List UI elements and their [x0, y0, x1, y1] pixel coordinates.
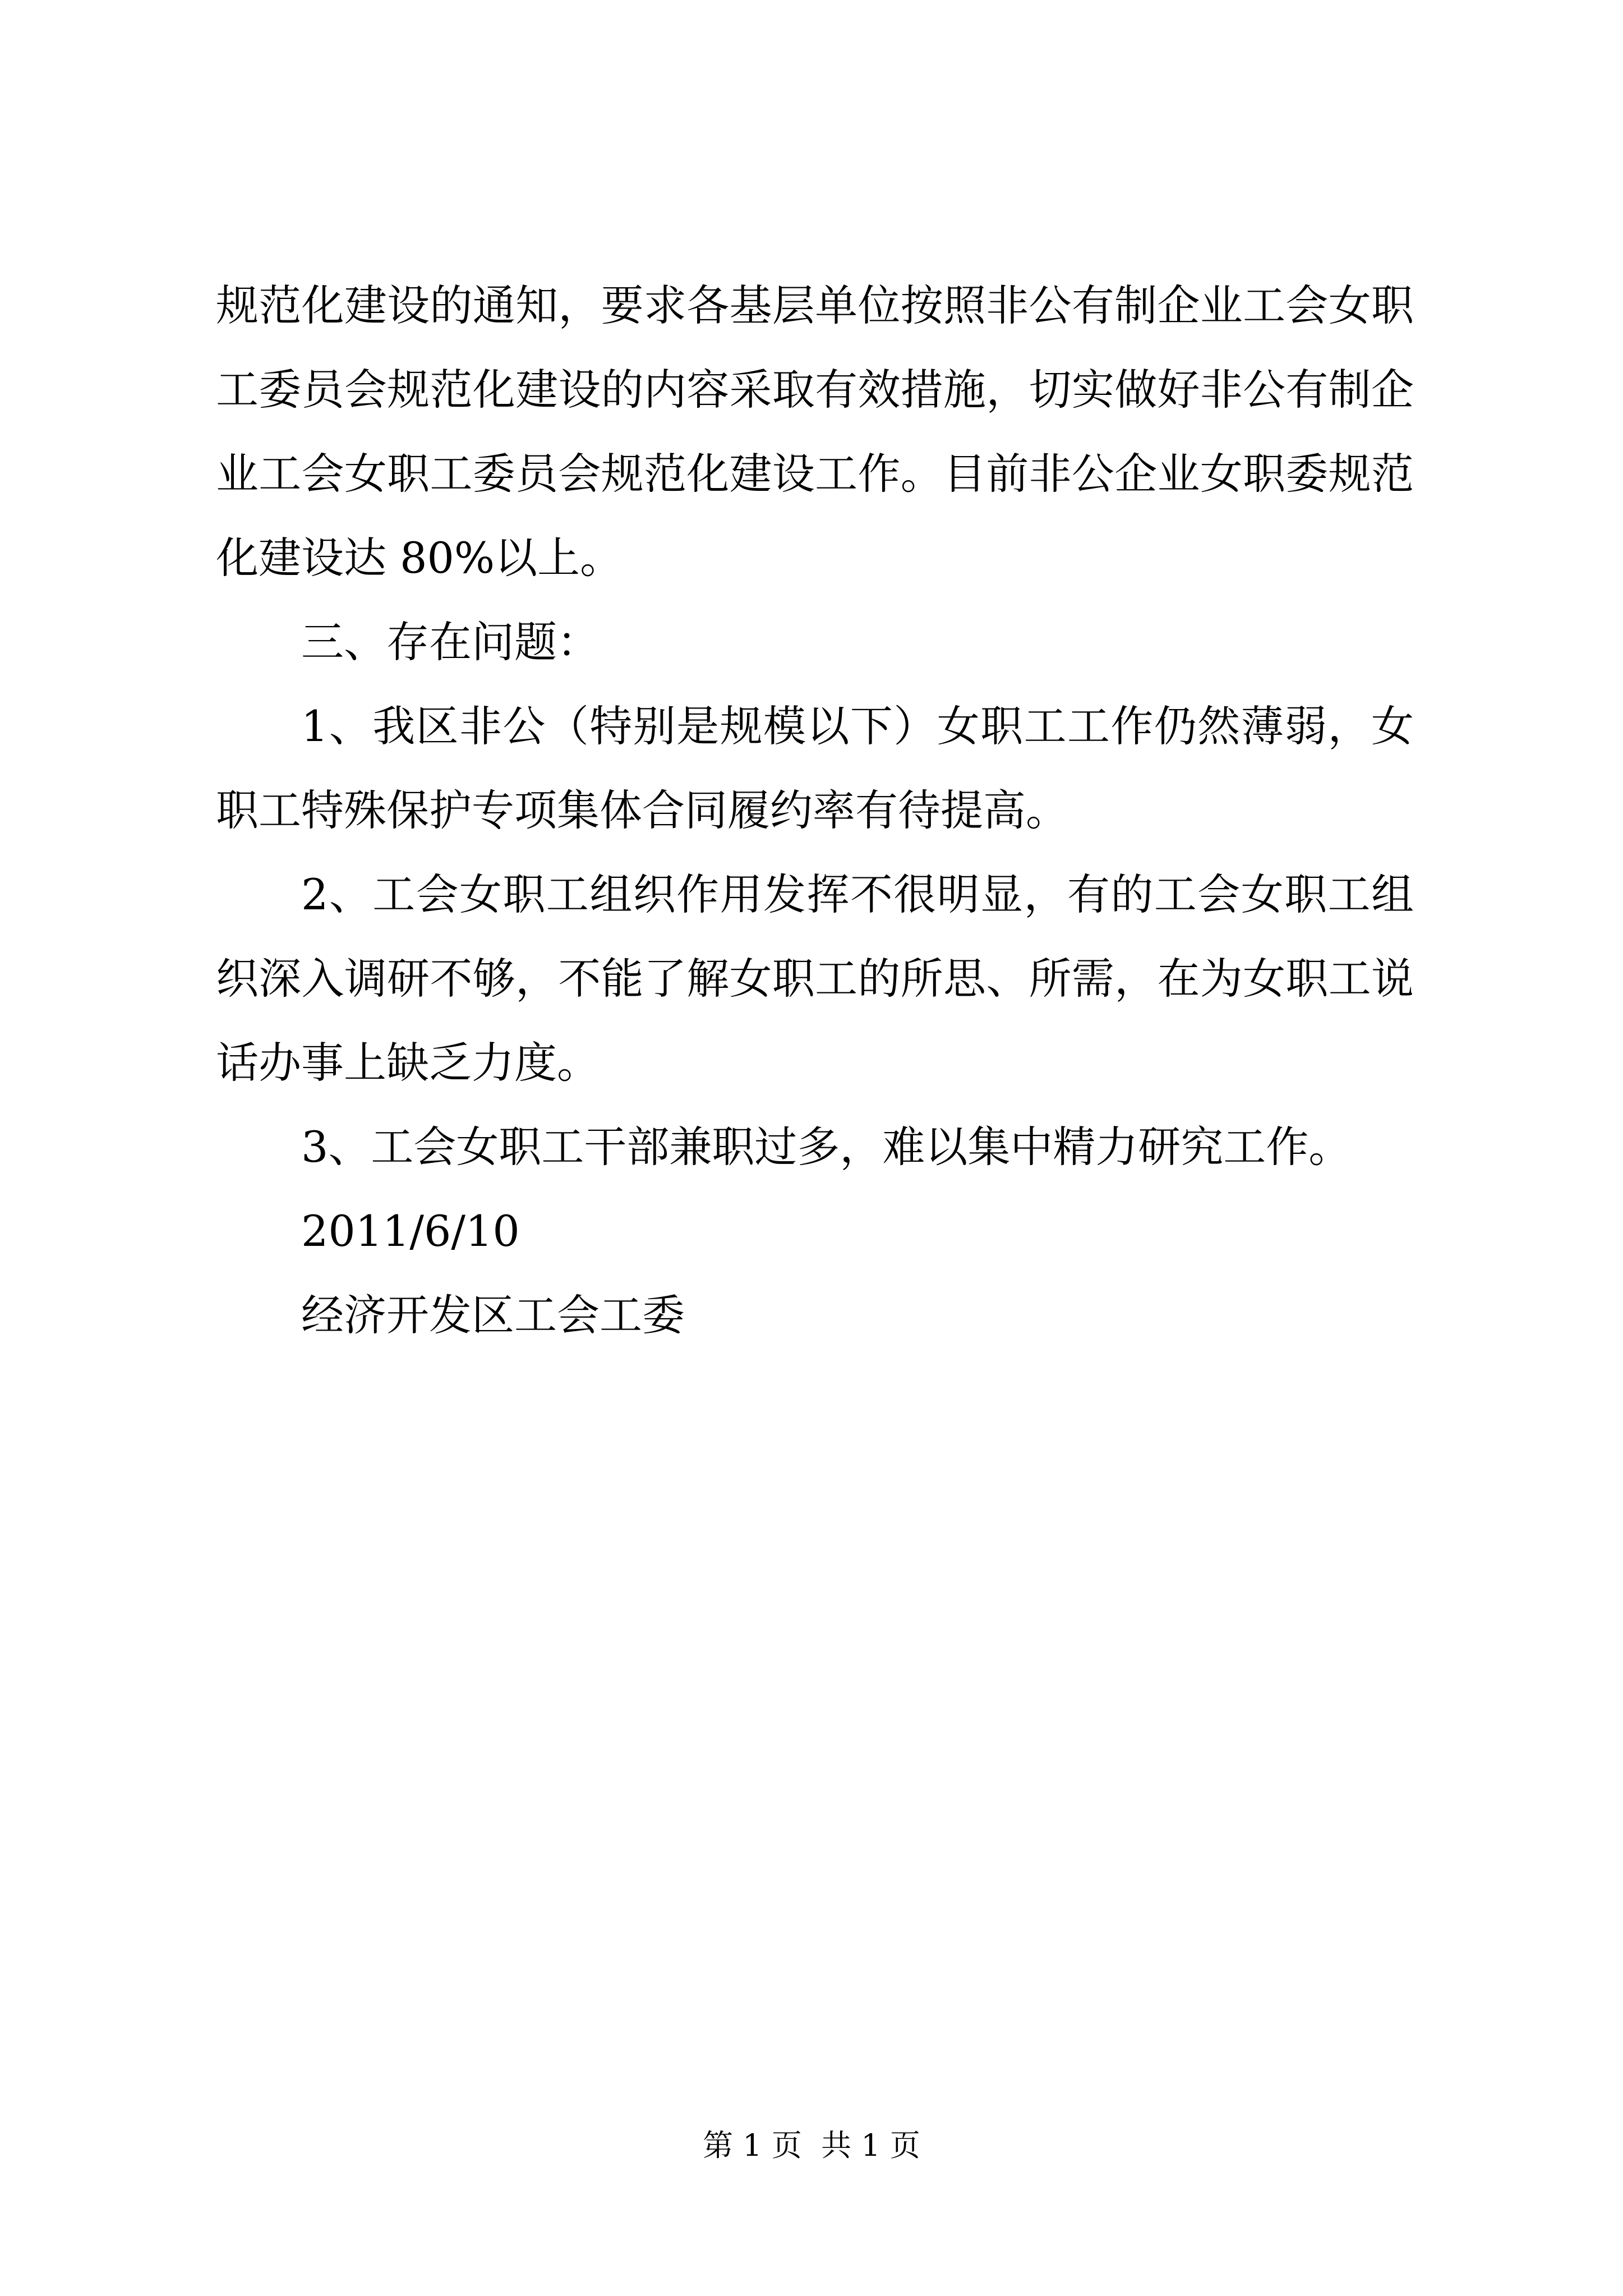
text-line: 话办事上缺乏力度。 — [216, 1038, 600, 1088]
page-footer — [0, 2126, 1623, 2165]
document-body — [216, 264, 1414, 1358]
section-heading: 三、存在问题： — [301, 617, 600, 667]
text-line: 规范化建设的通知，要求各基层单位按照非公有制企业工会女职 — [216, 280, 1414, 330]
issue-paragraph-1 — [216, 684, 1414, 853]
text-line: 工委员会规范化建设的内容采取有效措施，切实做好非公有制企 — [216, 365, 1414, 415]
continued-paragraph — [216, 264, 1414, 600]
text-line: 2、工会女职工组织作用发挥不很明显，有的工会女职工组 — [301, 869, 1414, 919]
text-line: 业工会女职工委员会规范化建设工作。目前非公企业女职委规范 — [216, 449, 1414, 499]
issue-paragraph-2 — [216, 853, 1414, 1105]
page-number-label: 第 1 页 共 1 页 — [703, 2128, 920, 2163]
document-date: 2011/6/10 — [301, 1206, 520, 1256]
issue-paragraph-3: 3、工会女职工干部兼职过多，难以集中精力研究工作。 — [301, 1122, 1352, 1172]
issuing-organization: 经济开发区工会工委 — [301, 1290, 685, 1340]
text-line: 化建设达 80%以上。 — [216, 533, 623, 583]
text-line: 1、我区非公（特别是规模以下）女职工工作仍然薄弱，女 — [301, 701, 1414, 751]
text-line: 织深入调研不够，不能了解女职工的所思、所需，在为女职工说 — [216, 954, 1414, 1004]
text-line: 职工特殊保护专项集体合同履约率有待提高。 — [216, 785, 1068, 835]
